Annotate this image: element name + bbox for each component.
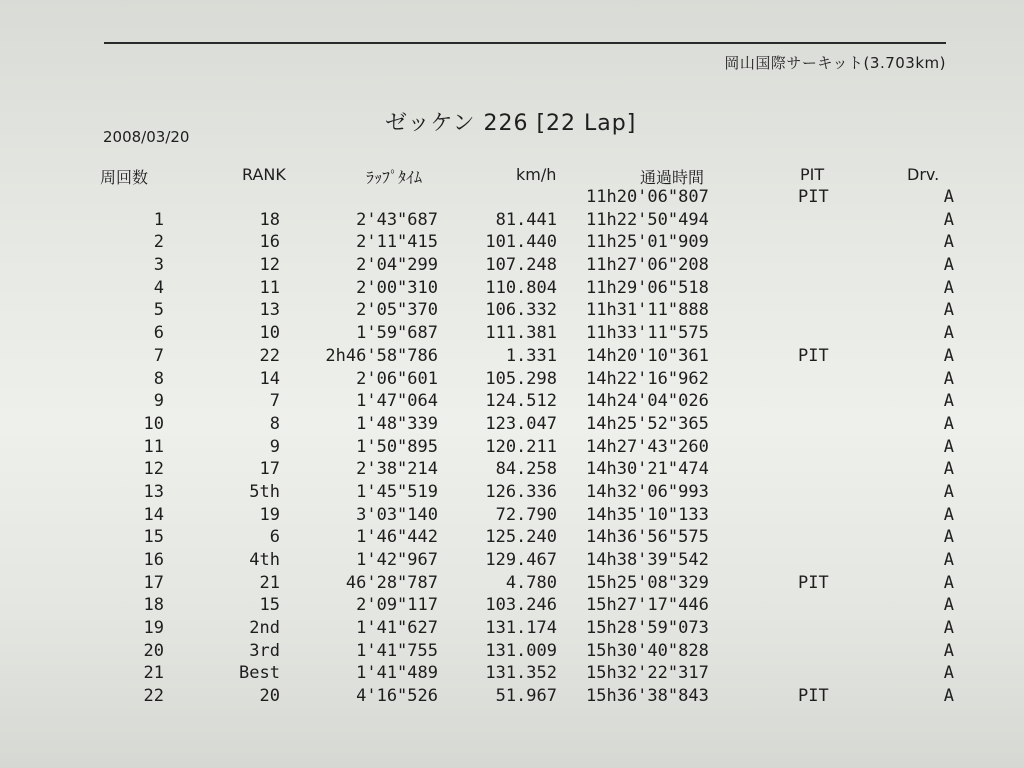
passtime-cell: 14h32'06"993 xyxy=(586,481,709,502)
table-row xyxy=(0,504,1024,527)
laptime-cell: 1'41"489 xyxy=(356,663,438,684)
rank-cell: 22 xyxy=(259,345,280,366)
drv-cell: A xyxy=(943,232,954,253)
top-rule xyxy=(104,42,946,44)
lap-cell: 16 xyxy=(143,550,164,570)
lap-cell: 2 xyxy=(153,232,164,253)
table-row xyxy=(0,254,1024,277)
pit-cell: PIT xyxy=(798,572,829,593)
lap-cell: 21 xyxy=(143,663,164,684)
passtime-cell: 14h36'56"575 xyxy=(586,527,709,548)
header-speed: km/h xyxy=(516,165,557,184)
drv-cell: A xyxy=(943,300,954,321)
laptime-cell: 2'09"117 xyxy=(356,595,438,616)
lap-cell: 11 xyxy=(143,436,164,457)
drv-cell: A xyxy=(943,255,954,276)
rank-cell: 8 xyxy=(269,413,280,434)
passtime-cell: 11h25'01"909 xyxy=(586,232,709,253)
laptime-cell: 2'04"299 xyxy=(356,255,438,276)
lap-cell: 17 xyxy=(143,572,164,593)
rank-cell: 18 xyxy=(259,209,280,230)
passtime-cell: 14h35'10"133 xyxy=(586,504,709,525)
speed-cell: 106.332 xyxy=(485,300,557,321)
report-date: 2008/03/20 xyxy=(103,128,190,146)
lap-cell: 1 xyxy=(153,209,164,230)
passtime-cell: 15h28'59"073 xyxy=(586,618,709,639)
passtime-cell: 14h27'43"260 xyxy=(586,436,709,457)
rank-cell: 14 xyxy=(259,368,280,389)
speed-cell: 123.047 xyxy=(485,413,557,434)
speed-cell: 111.381 xyxy=(485,323,557,344)
laptime-cell: 1'41"755 xyxy=(356,640,438,661)
rank-cell: 4th xyxy=(249,550,280,570)
drv-cell: A xyxy=(943,504,954,525)
passtime-cell: 11h22'50"494 xyxy=(586,209,709,230)
passtime-cell: 14h22'16"962 xyxy=(586,368,709,389)
rank-cell: 2nd xyxy=(249,618,280,639)
drv-cell: A xyxy=(943,323,954,344)
speed-cell: 131.009 xyxy=(485,640,557,661)
speed-cell: 4.780 xyxy=(505,572,557,593)
speed-cell: 72.790 xyxy=(495,504,557,525)
header-passtime: 通過時間 xyxy=(640,168,705,187)
speed-cell: 1.331 xyxy=(505,345,557,366)
lap-cell: 9 xyxy=(153,391,164,412)
lap-cell: 10 xyxy=(143,413,164,434)
table-row xyxy=(0,368,1024,391)
passtime-cell: 11h31'11"888 xyxy=(586,300,709,321)
laptime-cell: 2'43"687 xyxy=(356,209,438,230)
header-laptime: ﾗｯﾌﾟﾀｲﾑ xyxy=(366,168,423,187)
rank-cell: 9 xyxy=(269,436,280,457)
lap-cell: 14 xyxy=(143,504,164,525)
laptime-cell: 2'05"370 xyxy=(356,300,438,321)
drv-cell: A xyxy=(943,345,954,366)
speed-cell: 103.246 xyxy=(485,595,557,616)
lap-cell: 18 xyxy=(143,595,164,616)
speed-cell: 131.174 xyxy=(485,618,557,639)
passtime-cell: 11h33'11"575 xyxy=(586,323,709,344)
start-drv-cell: A xyxy=(943,187,954,207)
rank-cell: 11 xyxy=(259,277,280,298)
laptime-cell: 1'41"627 xyxy=(356,618,438,639)
header-drv: Drv. xyxy=(907,165,940,184)
pit-cell: PIT xyxy=(798,345,829,366)
speed-cell: 129.467 xyxy=(485,550,557,570)
rank-cell: 17 xyxy=(259,459,280,480)
drv-cell: A xyxy=(943,618,954,639)
table-row xyxy=(0,231,1024,254)
lap-cell: 20 xyxy=(143,640,164,661)
pit-cell: PIT xyxy=(798,686,829,707)
rank-cell: 16 xyxy=(259,232,280,253)
drv-cell: A xyxy=(943,686,954,707)
laptime-cell: 1'45"519 xyxy=(356,481,438,502)
speed-cell: 107.248 xyxy=(485,255,557,276)
speed-cell: 81.441 xyxy=(495,209,557,230)
table-row xyxy=(0,390,1024,413)
speed-cell: 105.298 xyxy=(485,368,557,389)
passtime-cell: 15h30'40"828 xyxy=(586,640,709,661)
table-row xyxy=(0,458,1024,481)
laptime-cell: 1'42"967 xyxy=(356,550,438,570)
drv-cell: A xyxy=(943,640,954,661)
passtime-cell: 11h27'06"208 xyxy=(586,255,709,276)
laptime-cell: 1'46"442 xyxy=(356,527,438,548)
passtime-cell: 15h25'08"329 xyxy=(586,572,709,593)
lap-cell: 8 xyxy=(153,368,164,389)
lap-cell: 12 xyxy=(143,459,164,480)
drv-cell: A xyxy=(943,391,954,412)
header-lap: 周回数 xyxy=(100,168,149,187)
speed-cell: 124.512 xyxy=(485,391,557,412)
rank-cell: 10 xyxy=(259,323,280,344)
laptime-cell: 1'59"687 xyxy=(356,323,438,344)
rank-cell: Best xyxy=(239,663,280,684)
table-row xyxy=(0,572,1024,595)
table-row xyxy=(0,436,1024,459)
report-title: ゼッケン 226 [22 Lap] xyxy=(385,111,637,136)
header-pit: PIT xyxy=(800,165,825,184)
laptime-cell: 2'00"310 xyxy=(356,277,438,298)
table-row xyxy=(0,209,1024,232)
laptime-cell: 1'48"339 xyxy=(356,413,438,434)
table-row xyxy=(0,481,1024,504)
laptime-cell: 2'11"415 xyxy=(356,232,438,253)
passtime-cell: 15h32'22"317 xyxy=(586,663,709,684)
speed-cell: 101.440 xyxy=(485,232,557,253)
drv-cell: A xyxy=(943,209,954,230)
passtime-cell: 15h27'17"446 xyxy=(586,595,709,616)
speed-cell: 125.240 xyxy=(485,527,557,548)
rank-cell: 12 xyxy=(259,255,280,276)
speed-cell: 120.211 xyxy=(485,436,557,457)
table-row xyxy=(0,685,1024,708)
rank-cell: 15 xyxy=(259,595,280,616)
drv-cell: A xyxy=(943,413,954,434)
drv-cell: A xyxy=(943,368,954,389)
lap-cell: 19 xyxy=(143,618,164,639)
laptime-cell: 2h46'58"786 xyxy=(325,345,438,366)
passtime-cell: 11h29'06"518 xyxy=(586,277,709,298)
speed-cell: 131.352 xyxy=(485,663,557,684)
passtime-cell: 14h30'21"474 xyxy=(586,459,709,480)
table-row xyxy=(0,299,1024,322)
laptime-cell: 2'06"601 xyxy=(356,368,438,389)
rank-cell: 5th xyxy=(249,481,280,502)
lap-cell: 6 xyxy=(153,323,164,344)
lap-cell: 15 xyxy=(143,527,164,548)
start-row xyxy=(0,186,1024,209)
laptime-cell: 1'47"064 xyxy=(356,391,438,412)
lap-cell: 4 xyxy=(153,277,164,298)
drv-cell: A xyxy=(943,481,954,502)
table-row xyxy=(0,640,1024,663)
table-row xyxy=(0,549,1024,572)
table-row xyxy=(0,526,1024,549)
rank-cell: 13 xyxy=(259,300,280,321)
table-row xyxy=(0,662,1024,685)
table-row xyxy=(0,277,1024,300)
laptime-cell: 3'03"140 xyxy=(356,504,438,525)
rank-cell: 20 xyxy=(259,686,280,707)
rank-cell: 21 xyxy=(259,572,280,593)
lap-cell: 5 xyxy=(153,300,164,321)
lap-table xyxy=(0,186,1024,708)
rank-cell: 7 xyxy=(269,391,280,412)
speed-cell: 126.336 xyxy=(485,481,557,502)
rank-cell: 19 xyxy=(259,504,280,525)
table-row xyxy=(0,594,1024,617)
drv-cell: A xyxy=(943,277,954,298)
drv-cell: A xyxy=(943,436,954,457)
lap-cell: 7 xyxy=(153,345,164,366)
circuit-name: 岡山国際サーキット(3.703km) xyxy=(724,54,946,72)
table-row xyxy=(0,322,1024,345)
drv-cell: A xyxy=(943,595,954,616)
lap-cell: 22 xyxy=(143,686,164,707)
header-rank: RANK xyxy=(242,165,286,184)
lap-cell: 13 xyxy=(143,481,164,502)
laptime-cell: 46'28"787 xyxy=(345,572,438,593)
laptime-cell: 4'16"526 xyxy=(356,686,438,707)
drv-cell: A xyxy=(943,459,954,480)
laptime-cell: 1'50"895 xyxy=(356,436,438,457)
start-passtime-cell: 11h20'06"807 xyxy=(586,187,709,207)
rank-cell: 3rd xyxy=(249,640,280,661)
speed-cell: 51.967 xyxy=(495,686,557,707)
speed-cell: 110.804 xyxy=(485,277,557,298)
passtime-cell: 14h20'10"361 xyxy=(586,345,709,366)
passtime-cell: 14h24'04"026 xyxy=(586,391,709,412)
drv-cell: A xyxy=(943,663,954,684)
drv-cell: A xyxy=(943,527,954,548)
passtime-cell: 15h36'38"843 xyxy=(586,686,709,707)
passtime-cell: 14h38'39"542 xyxy=(586,550,709,570)
start-pit-cell: PIT xyxy=(798,187,829,207)
rank-cell: 6 xyxy=(269,527,280,548)
table-row xyxy=(0,413,1024,436)
laptime-cell: 2'38"214 xyxy=(356,459,438,480)
table-row xyxy=(0,345,1024,368)
passtime-cell: 14h25'52"365 xyxy=(586,413,709,434)
drv-cell: A xyxy=(943,550,954,570)
table-row xyxy=(0,617,1024,640)
speed-cell: 84.258 xyxy=(495,459,557,480)
lap-cell: 3 xyxy=(153,255,164,276)
drv-cell: A xyxy=(943,572,954,593)
